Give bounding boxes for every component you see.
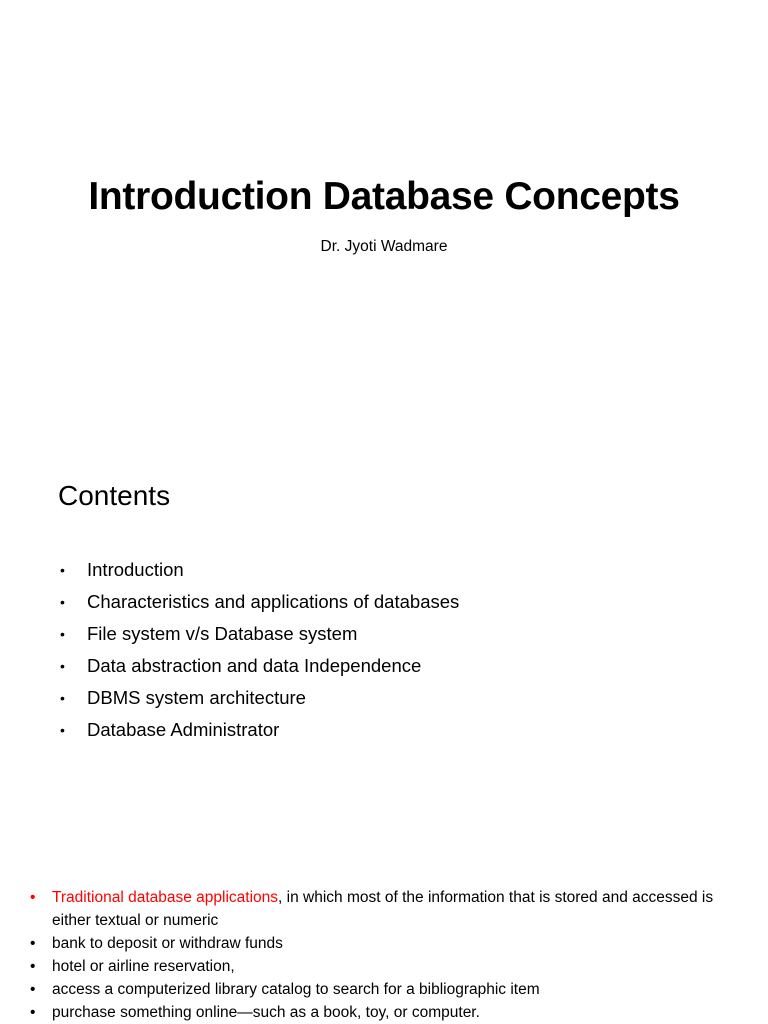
list-item [60, 588, 459, 620]
list-item [60, 716, 459, 748]
list-item [30, 886, 740, 932]
highlighted-term: Traditional database applications [52, 889, 279, 906]
bullet-icon: • [30, 958, 36, 975]
bullet-icon: • [60, 626, 65, 642]
list-item [60, 556, 459, 588]
list-item-label: hotel or airline reservation, [52, 958, 235, 975]
list-item-label: Introduction [87, 559, 184, 580]
list-item-label: access a computerized library catalog to search for a bibliographic item [52, 981, 540, 998]
applications-list [30, 886, 740, 1024]
bullet-icon: • [30, 889, 36, 906]
list-item [30, 955, 740, 978]
list-item [30, 978, 740, 1001]
bullet-icon: • [60, 690, 65, 706]
list-item-label: Database Administrator [87, 719, 280, 740]
bullet-icon: • [60, 562, 65, 578]
list-item-label: Data abstraction and data Independence [87, 655, 422, 676]
bullet-icon: • [30, 981, 36, 998]
contents-list [60, 556, 459, 748]
title-slide [0, 0, 768, 432]
author-name: Dr. Jyoti Wadmare [320, 238, 448, 255]
bullet-icon: • [60, 658, 65, 674]
list-item-label: DBMS system architecture [87, 687, 306, 708]
list-item-label: bank to deposit or withdraw funds [52, 935, 283, 952]
bullet-icon: • [60, 722, 65, 738]
slide-title: Introduction Database Concepts [88, 175, 680, 218]
bullet-icon: • [60, 594, 65, 610]
list-item-label: purchase something online—such as a book, toy, or computer. [52, 1004, 480, 1021]
applications-slide [0, 864, 768, 1024]
list-item [30, 932, 740, 955]
list-item [60, 652, 459, 684]
list-item-label: Characteristics and applications of databases [87, 591, 460, 612]
list-item-label: , in which most of the information that is stored and accessed is either textual or numeric [52, 889, 714, 929]
list-item [60, 620, 459, 652]
contents-heading: Contents [58, 480, 171, 511]
list-item [30, 1001, 740, 1024]
bullet-icon: • [30, 1004, 36, 1021]
list-item [60, 684, 459, 716]
list-item-label: File system v/s Database system [87, 623, 358, 644]
contents-slide [0, 432, 768, 864]
bullet-icon: • [30, 935, 36, 952]
